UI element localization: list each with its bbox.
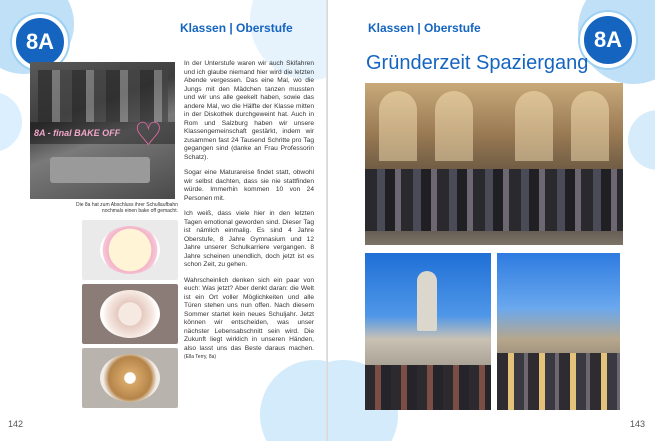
page-number: 143: [630, 419, 646, 429]
cake-plate: [100, 354, 160, 402]
section-title: Klassen | Oberstufe: [180, 21, 293, 35]
article-paragraph: Ich weiß, dass viele hier in den letzten Tagen emotional geworden sind. Dieser Tag ist nämlich einmalig. Es sind 4 Jahre Oberstufe, 8 Jahre Gymnasium und 12 Jahre unserer Schulkarriere vergangen. 8 Jahre scheinen unendlich, doch jetzt ist es schon Zeit, zu gehen.: [184, 210, 314, 268]
bake-off-photo: [30, 62, 175, 199]
photo-crowd: [497, 353, 620, 410]
class-badge: 8A: [580, 12, 636, 68]
page-number: 142: [8, 419, 24, 429]
article-text: [184, 60, 314, 369]
class-badge: 8A: [12, 14, 68, 70]
article-headline: Gründerzeit Spaziergang: [366, 52, 589, 74]
cake-plate: [100, 290, 160, 338]
decor-circle: [260, 360, 327, 441]
section-title: Klassen | Oberstufe: [368, 21, 481, 35]
cake-photo: [82, 220, 178, 280]
article-paragraph-last: [184, 277, 314, 362]
heart-icon: ♡: [134, 116, 163, 152]
group-photo-parliament: [365, 253, 491, 410]
photo-table: [50, 157, 150, 183]
photo-crowd: [365, 169, 623, 231]
photo-statue: [417, 271, 437, 331]
left-page: [0, 0, 327, 441]
group-photo-hall: [365, 83, 623, 245]
decor-circle: [628, 110, 655, 170]
photo-arch: [379, 91, 417, 161]
photo-crowd: [365, 365, 491, 410]
article-paragraph: Sogar eine Maturareise findet statt, obwohl wir selbst dachten, dass sie nie stattfinden würde. Immerhin kommen 10 von 24 Personen mit.: [184, 169, 314, 202]
cake-photo: [82, 284, 178, 344]
photo-caption: Die 8a hat zum Abschluss ihrer Schullaufbahn nochmals einen bake off gemacht.: [75, 202, 178, 214]
cake-plate: [100, 226, 160, 274]
photo-arch: [435, 91, 473, 161]
photo-arch: [515, 91, 553, 161]
article-paragraph-text: Wahrscheinlich denken sich ein paar von euch: Was jetzt? Aber denkt daran: die Welt ist ein Ort voller Möglichkeiten und alle Türen stehen uns nun offen. Nach diesem Sommer startet kein neues Schuljahr. Jetzt können wir entscheiden, was unser nächster Lebensabschnitt sein wird. Die Zukunft liegt wirklich in unseren Händen, also lasst uns das Beste daraus machen.: [184, 276, 314, 352]
photo-people: [38, 70, 168, 122]
photo-arch: [571, 91, 609, 161]
group-photo-city: [497, 253, 620, 410]
photo-overlay-text: 8A - final BAKE OFF: [34, 128, 121, 138]
author-credit: (Ella Terry, 8a): [184, 354, 217, 360]
cake-photo: [82, 348, 178, 408]
article-paragraph: In der Unterstufe waren wir auch Skifahren und ich glaube niemand hier wird die letzten Abende vergessen. Das eine Mal, wo die Jungs mit den Mädchen tanzen mussten und wir uns alle geekelt haben, sowie das andere Mal, wo die Hälfte der Klasse mitten in der Diskothek durchgeweint hat. Auch in Rom und Salzburg haben wir unsere Klassengemeinschaft gestärkt, indem wir zusammen fast 24 Tausend Schritte pro Tag gegangen sind (danke an Frau Professorin Schatz).: [184, 60, 314, 161]
decor-circle: [0, 92, 22, 152]
right-page: [328, 0, 655, 441]
